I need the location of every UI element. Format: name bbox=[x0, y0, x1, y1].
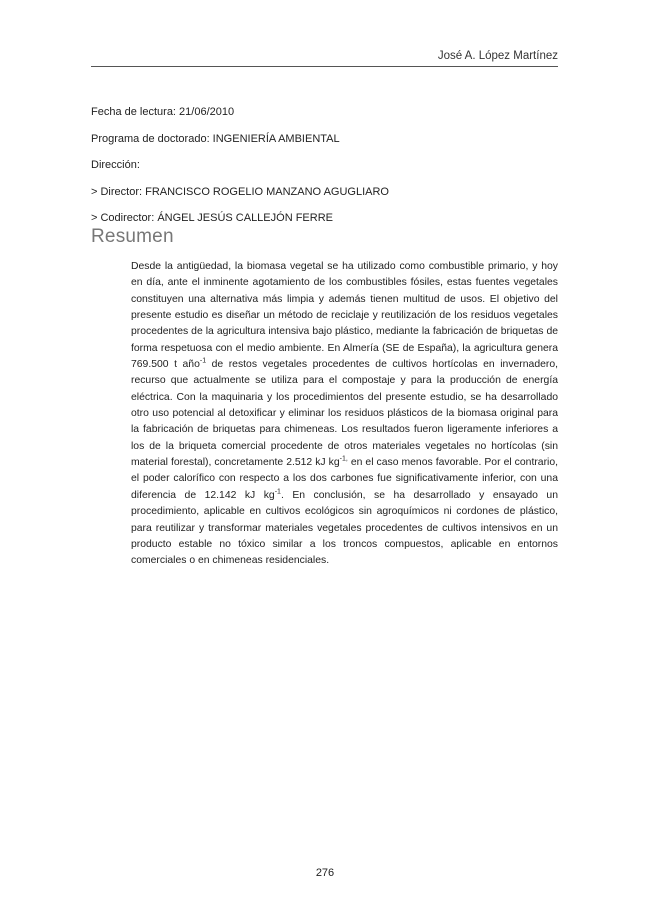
abstract-text-1: Desde la antigüedad, la biomasa vegetal se ha utilizado como combustible primario, y hoy en día, ante el inminente agotamiento de los combustibles fósiles, estas fuentes vegetales constituyen una alternativa más limpia y además tienen multitud de usos. El objetivo del presente estudio es diseñar un método de reciclaje y reutilización de los residuos vegetales procedentes de la agricultura intensiva bajo plástico, mediante la fabricación de briquetas de forma respetuosa con el medio ambiente. En Almería (SE de España), la agricultura genera 769.500 t año bbox=[131, 261, 558, 371]
running-header bbox=[91, 50, 558, 67]
page-number: 276 bbox=[315, 867, 335, 879]
reading-date: Fecha de lectura: 21/06/2010 bbox=[91, 106, 235, 118]
header-author: José A. López Martínez bbox=[437, 50, 558, 62]
doctoral-program: Programa de doctorado: INGENIERÍA AMBIENTAL bbox=[91, 132, 340, 145]
direction-label: Dirección: bbox=[91, 159, 140, 171]
abstract-text-4: . En conclusión, se ha desarrollado y ensayado un procedimiento, aplicable en cultivos ecológicos sin agroquímicos ni cordones de plástico, para reutilizar y transformar materiales vegetales procedentes de cultivos intensivos en un producto estable no tóxico similar a los troncos compuestos, aplicable en entornos comerciales o en chimeneas residenciales. bbox=[131, 489, 558, 567]
director: > Director: FRANCISCO ROGELIO MANZANO AGUGLIARO bbox=[91, 185, 389, 198]
abstract-superscript-2: -1, bbox=[339, 455, 348, 463]
abstract-text-3: en el caso menos favorable. Por el contrario, el poder calorífico con respecto a los dos carbones fue significativamente inferior, con una diferencia de 12.142 kJ kg bbox=[131, 457, 558, 501]
abstract-superscript-1: -1 bbox=[199, 357, 207, 365]
thesis-metadata bbox=[91, 99, 561, 232]
abstract-paragraph bbox=[131, 259, 558, 570]
abstract-superscript-3: -1 bbox=[274, 488, 281, 496]
abstract-text-2: de restos vegetales procedentes de cultivos hortícolas en invernadero, recurso que actualmente se utiliza para el compostaje y para la producción de energía eléctrica. Con la maquinaria y los procedimientos del presente estudio, se ha desarrollado otro uso potencial al detoxificar y eliminar los residuos plásticos de la biomasa original para la fabricación de briquetas para chimeneas. Los resultados fueron ligeramente inferiores a los de la briqueta comercial procedente de otros materiales vegetales no hortícolas (sin material forestal), concretamente 2.512 kJ kg bbox=[131, 359, 558, 469]
codirector: > Codirector: ÁNGEL JESÚS CALLEJÓN FERRE bbox=[91, 212, 333, 224]
section-title: Resumen bbox=[91, 226, 174, 247]
